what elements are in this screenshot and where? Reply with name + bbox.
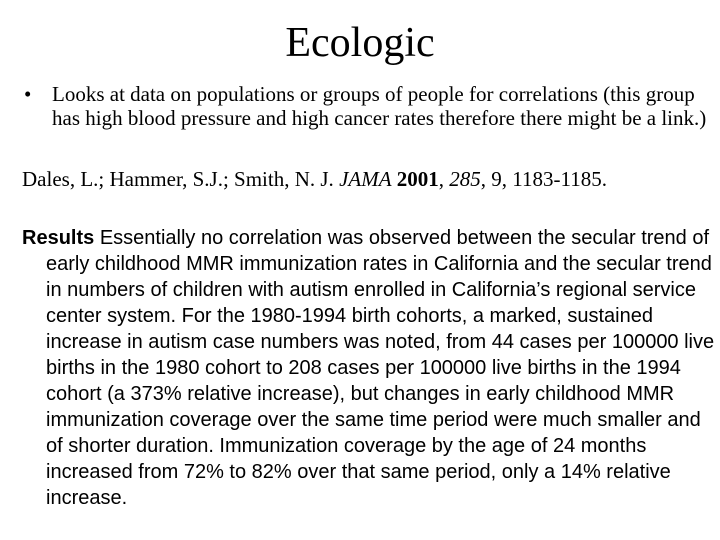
results-text: Essentially no correlation was observed between the secular trend of early childhood MMR immunization rates in California and the secular trend in numbers of children with autism enrolled in California’s regional service center system. For the 1980-1994 birth cohorts, a marked, sustained increase in autism case numbers was noted, from 44 cases per 100000 live births in the 1980 cohort to 208 cases per 100000 live births in the 1994 cohort (a 373% relative increase), but changes in early childhood MMR immunization coverage over the same time period were much smaller and of shorter duration. Immunization coverage by the age of 24 months increased from 72% to 82% over that same period, only a 14% relative increase. bbox=[46, 227, 715, 509]
results-label: Results bbox=[22, 227, 95, 249]
bullet-icon: • bbox=[24, 82, 32, 106]
slide-title: Ecologic bbox=[285, 20, 435, 66]
citation-volume: 285 bbox=[449, 167, 481, 191]
citation-year: 2001 bbox=[396, 167, 439, 191]
citation-sep: , bbox=[438, 167, 450, 191]
citation-pages: , 9, 1183-1185. bbox=[480, 167, 607, 191]
bullet-text: Looks at data on populations or groups of people for correlations (this group has high blood pressure and high cancer rates therefore there might be a link.) bbox=[52, 82, 707, 130]
citation bbox=[22, 167, 706, 191]
results-paragraph bbox=[22, 225, 716, 511]
citation-authors: Dales, L.; Hammer, S.J.; Smith, N. J. bbox=[22, 167, 340, 191]
bullet-item bbox=[24, 82, 712, 130]
citation-journal: JAMA bbox=[339, 167, 392, 191]
